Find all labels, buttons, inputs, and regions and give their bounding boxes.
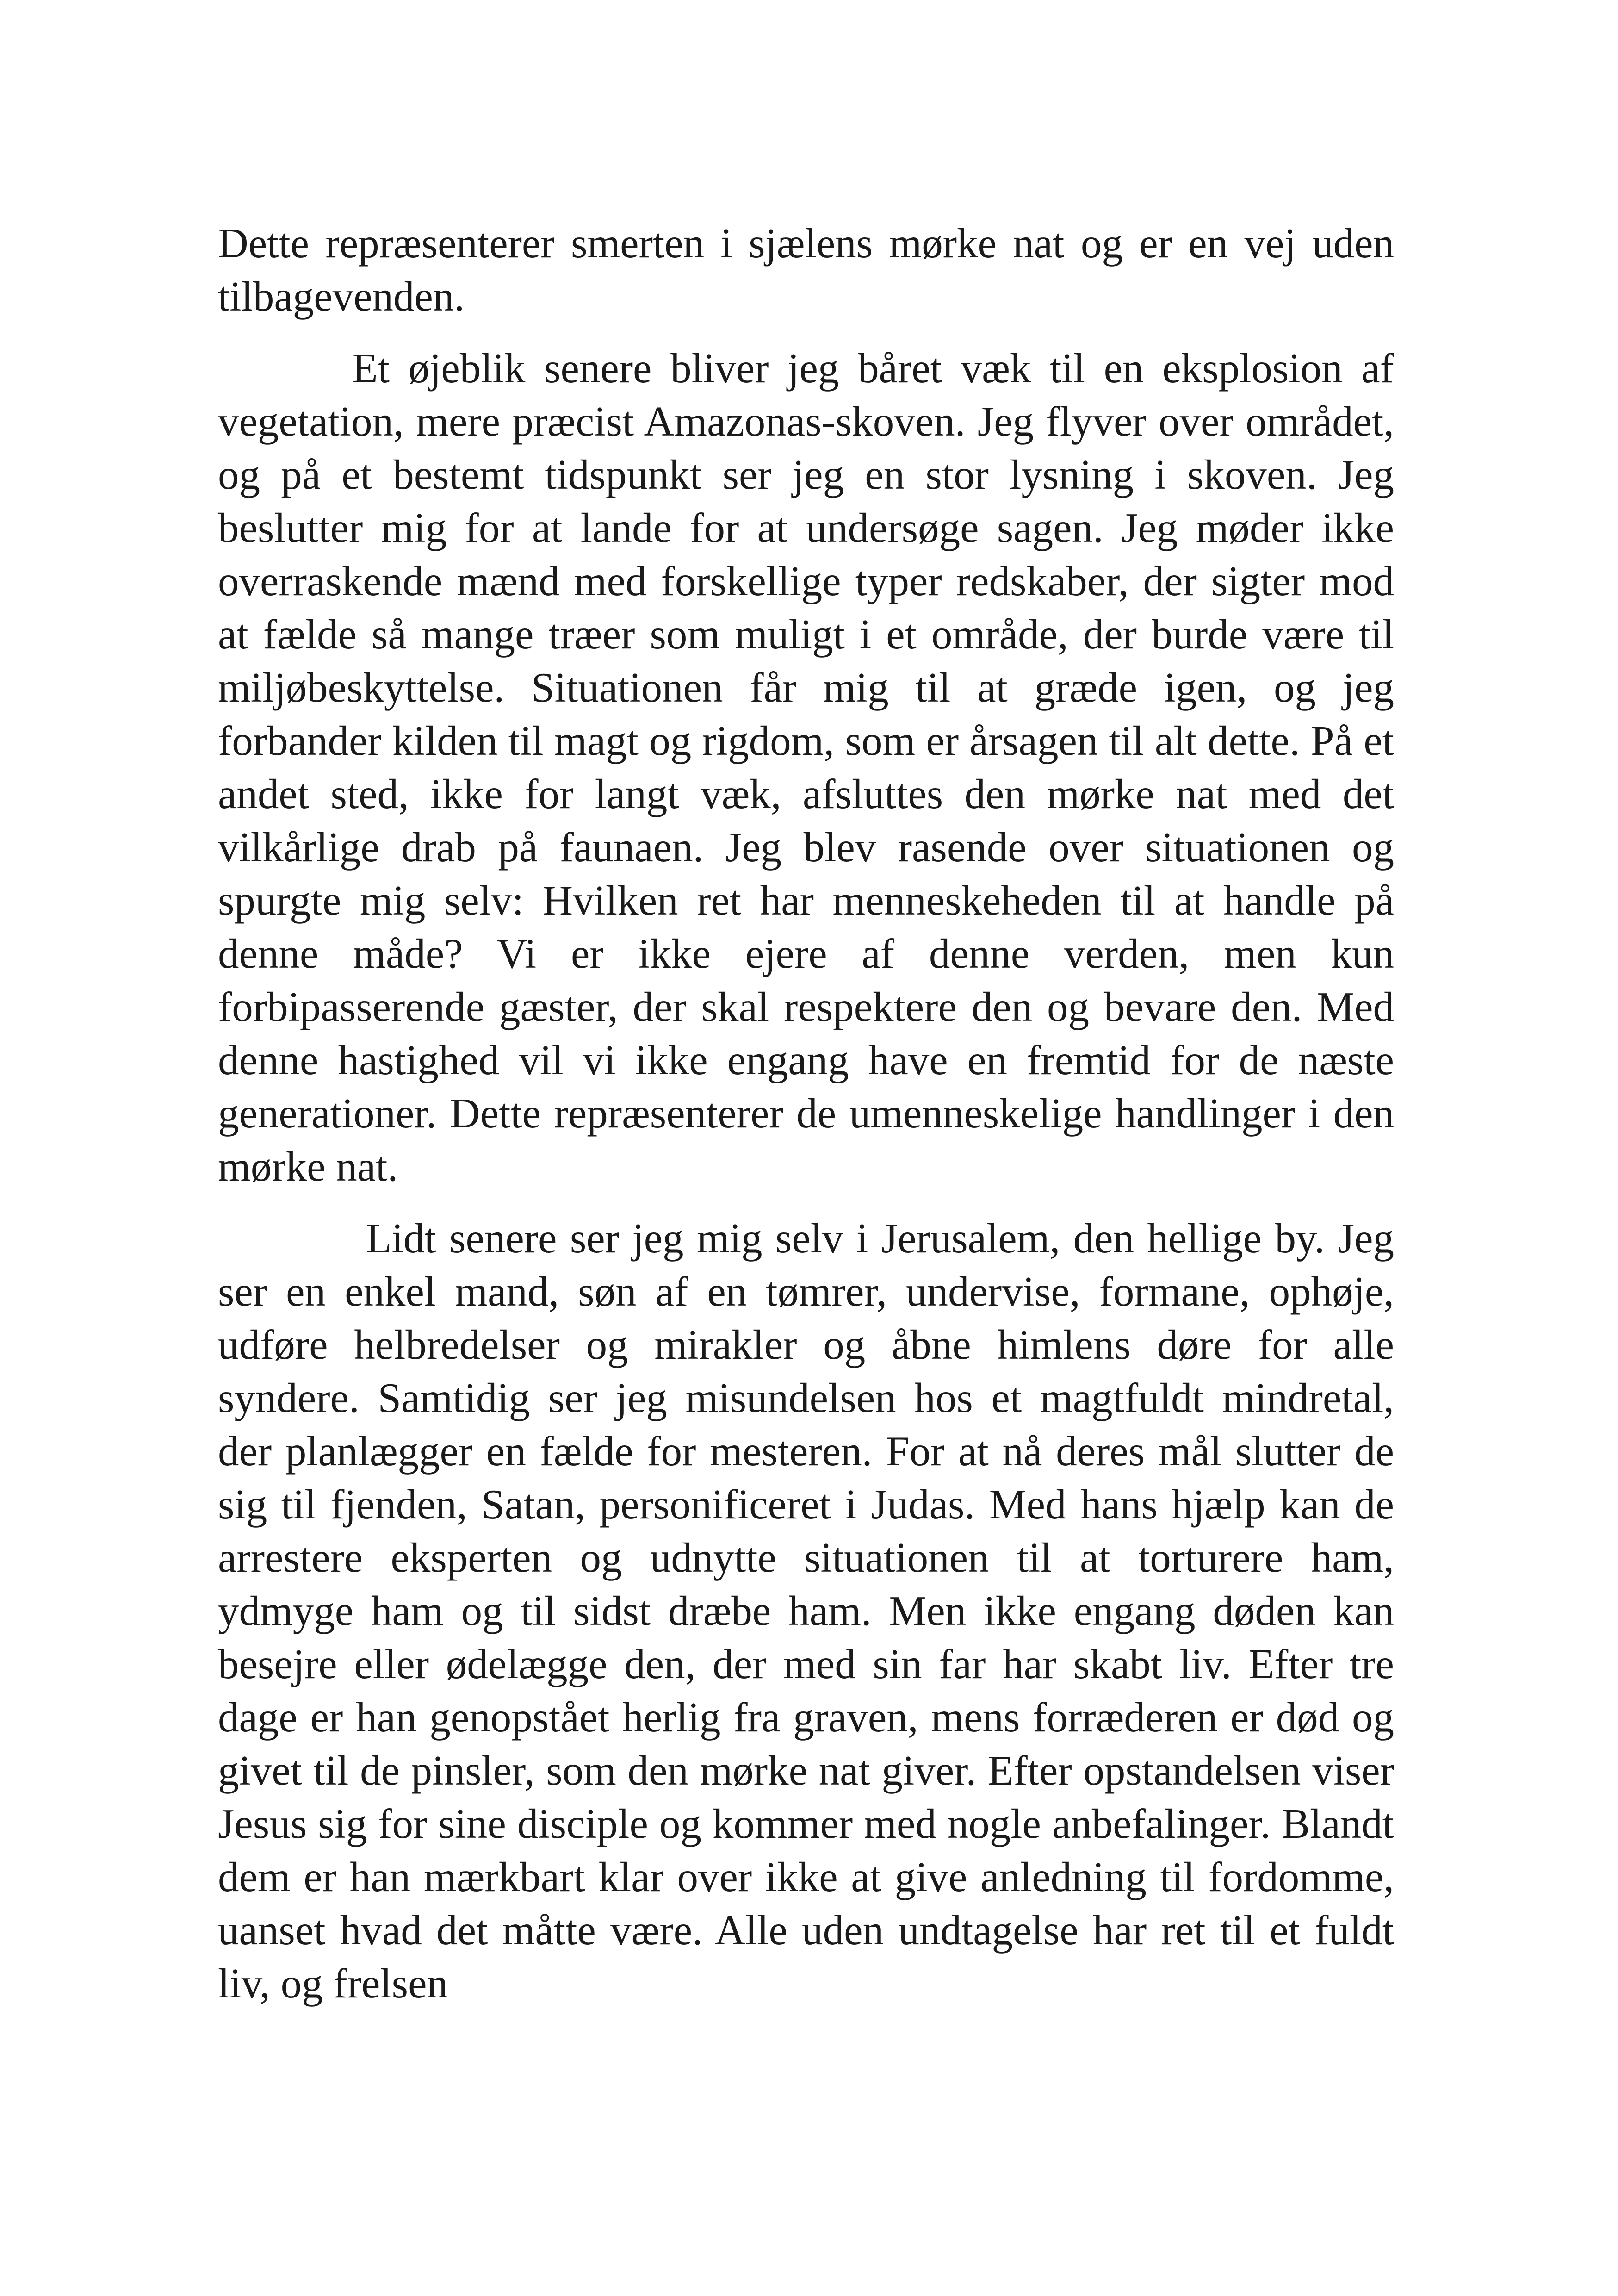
paragraph-2: Et øjeblik senere bliver jeg båret væk til en eksplosion af vegetation, mere præcist Amazonas-skoven. Jeg flyver over området, og på et bestemt tidspunkt ser jeg en stor lysning i skoven. Jeg beslutter mig for at lande for at undersøge sagen. Jeg møder ikke overraskende mænd med forskellige typer redskaber, der sigter mod at fælde så mange træer som muligt i et område, der burde være til miljøbeskyttelse. Situationen får mig til at græde igen, og jeg forbander kilden til magt og rigdom, som er årsagen til alt dette. På et andet sted, ikke for langt væk, afsluttes den mørke nat med det vilkårlige drab på faunaen. Jeg blev rasende over situationen og spurgte mig selv: Hvilken ret har menneskeheden til at handle på denne måde? Vi er ikke ejere af denne verden, men kun forbipasserende gæster, der skal respektere den og bevare den. Med denne hastighed vil vi ikke engang have en fremtid for de næste generationer. Dette repræsenterer de umenneskelige handlinger i den mørke nat. <box>218 345 1394 1190</box>
paragraph-3: Lidt senere ser jeg mig selv i Jerusalem, den hellige by. Jeg ser en enkel mand, søn af en tømrer, undervise, formane, ophøje, udføre helbredelser og mirakler og åbne himlens døre for alle syndere. Samtidig ser jeg misundelsen hos et magtfuldt mindretal, der planlægger en fælde for mesteren. For at nå deres mål slutter de sig til fjenden, Satan, personificeret i Judas. Med hans hjælp kan de arrestere eksperten og udnytte situationen til at torturere ham, ydmyge ham og til sidst dræbe ham. Men ikke engang døden kan besejre eller ødelægge den, der med sin far har skabt liv. Efter tre dage er han genopstået herlig fra graven, mens forræderen er død og givet til de pinsler, som den mørke nat giver. Efter opstandelsen viser Jesus sig for sine disciple og kommer med nogle anbefalinger. Blandt dem er han mærkbart klar over ikke at give anledning til fordomme, uanset hvad det måtte være. Alle uden undtagelse har ret til et fuldt liv, og frelsen <box>218 1215 1394 2007</box>
body-text <box>218 217 1394 2010</box>
paragraph-1: Dette repræsenterer smerten i sjælens mørke nat og er en vej uden tilbagevenden. <box>218 220 1394 320</box>
